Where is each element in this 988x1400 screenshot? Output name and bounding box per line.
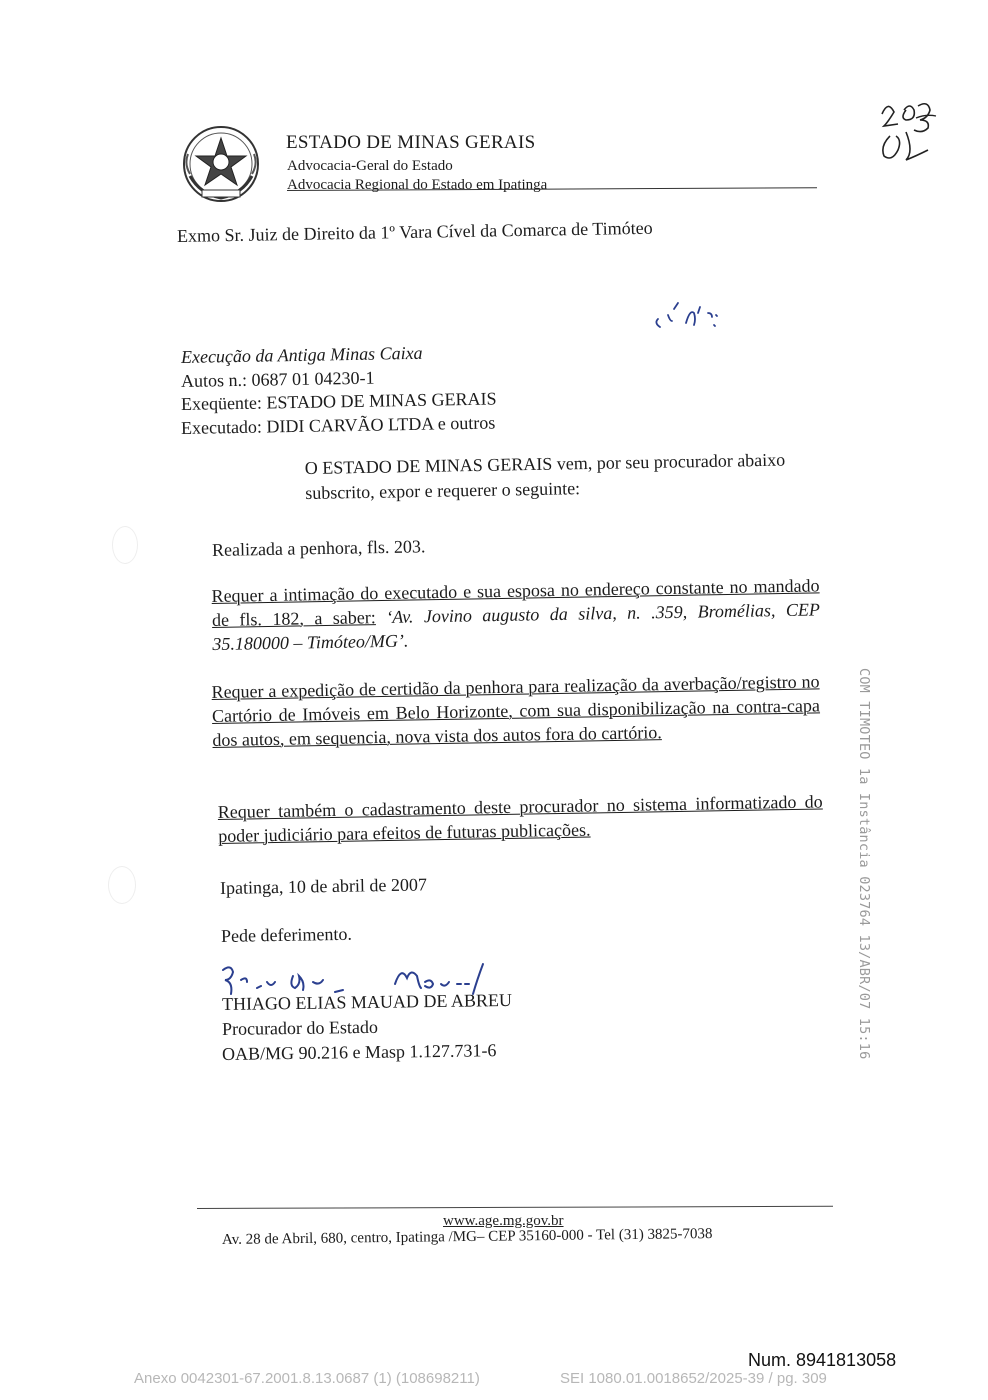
scan-artifact <box>108 866 136 904</box>
handwritten-page-mark-icon <box>860 92 952 172</box>
sei-reference: SEI 1080.01.0018652/2025-39 / pg. 309 <box>560 1370 827 1387</box>
place-date: Ipatinga, 10 de abril de 2007 <box>219 874 428 898</box>
signatory-name: THIAGO ELIAS MAUAD DE ABREU <box>221 989 513 1014</box>
document-id: Num. 8941813058 <box>748 1350 897 1370</box>
request-certificate-paragraph: Requer a expedição de certidão da penhora para realização da averbação/registro no Cartório de Imóveis em Belo Horizonte, com sua disponibilização na contra-capa dos autos, em sequencia, nova vista dos autos fora do cartório. <box>211 671 821 750</box>
request-registration-paragraph: Requer também o cadastramento deste procurador no sistema informatizado do poder judiciário para efeitos de futuras publicações. <box>217 791 823 846</box>
intro-paragraph: O ESTADO DE MINAS GERAIS vem, por seu procurador abaixo subscrito, expor e requerer o seguinte: <box>304 449 786 503</box>
footer-divider <box>197 1206 833 1209</box>
protocol-stamp <box>856 668 886 1060</box>
protocol-stamp-text: COM TIMOTEO 1a Instância 023764 13/ABR/07 15:16 <box>856 668 872 1060</box>
footer-website-link[interactable]: www.age.mg.gov.br <box>443 1213 564 1229</box>
request-intimation-text: Requer a intimação do executado e sua esposa no endereço constante no mandado de fls. 182, a saber: <box>211 575 820 630</box>
closing-request: Pede deferimento. <box>220 923 353 946</box>
header-regional-office: Advocacia Regional do Estado em Ipatinga <box>287 177 548 193</box>
case-executado: Executado: DIDI CARVÃO LTDA e outros <box>180 412 496 438</box>
header-state-name: ESTADO DE MINAS GERAIS <box>286 132 536 153</box>
signatory-role: Procurador do Estado <box>221 1016 379 1039</box>
signatory-registration: OAB/MG 90.216 e Masp 1.127.731-6 <box>221 1040 497 1064</box>
executed-party-address: ‘Av. Jovino augusto da silva, n. .359, Bromélias, CEP 35.180000 – Timóteo/MG’. <box>212 599 821 654</box>
scan-artifact <box>112 526 138 564</box>
penhora-paragraph: Realizada a penhora, fls. 203. <box>211 536 426 560</box>
footer-address: Av. 28 de Abril, 680, centro, Ipatinga /MG– CEP 35160-000 - Tel (31) 3825-7038 <box>221 1226 713 1248</box>
case-exequente: Exeqüente: ESTADO DE MINAS GERAIS <box>180 388 497 414</box>
case-number: Autos n.: 0687 01 04230-1 <box>180 367 375 391</box>
addressee-line: Exmo Sr. Juiz de Direito da 1º Vara Cível da Comarca de Timóteo <box>176 217 653 246</box>
request-intimation-paragraph <box>211 573 820 656</box>
handwritten-initials-icon <box>650 295 734 335</box>
case-title: Execução da Antiga Minas Caixa <box>180 342 423 367</box>
header-agency: Advocacia-Geral do Estado <box>287 158 453 174</box>
coat-of-arms-emblem <box>180 124 262 206</box>
annex-reference: Anexo 0042301-67.2001.8.13.0687 (1) (108698211) <box>134 1370 480 1387</box>
